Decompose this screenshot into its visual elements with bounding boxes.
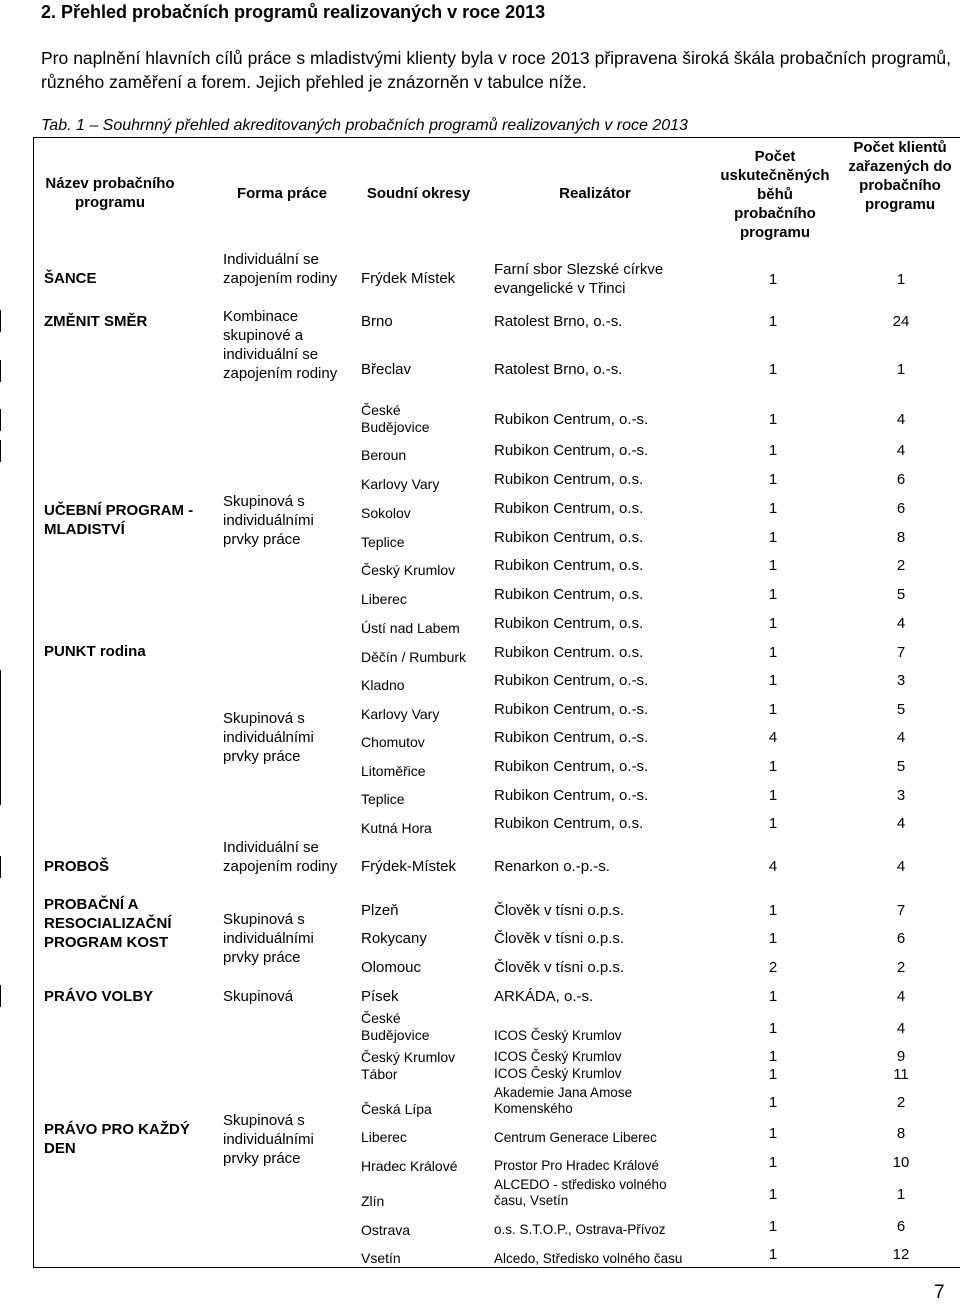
runs-cell: 1 (768, 1125, 778, 1142)
provider-cell: Renarkon o.-p.-s. (494, 858, 610, 875)
provider-cell: Rubikon Centrum, o.s. (494, 500, 644, 517)
provider-cell: Alcedo, Středisko volného času (494, 1251, 683, 1266)
clients-cell: 9 (896, 1048, 906, 1065)
program-name: PROBOŠ (44, 858, 110, 875)
program-name: PROBAČNÍ A RESOCIALIZAČNÍ PROGRAM KOST (44, 896, 172, 951)
clients-cell: 4 (896, 988, 906, 1005)
header-clients: Počet klientů zařazených do probačního programu (848, 139, 952, 213)
program-name: ŠANCE (44, 270, 97, 287)
revision-bar (0, 409, 1, 431)
district-cell: Frýdek Místek (361, 270, 456, 287)
clients-cell: 12 (892, 1246, 910, 1263)
district-cell: Ostrava (361, 1222, 411, 1238)
runs-cell: 1 (768, 313, 778, 330)
provider-cell: Rubikon Centrum. o.s. (494, 644, 644, 661)
clients-cell: 3 (896, 787, 906, 804)
runs-cell: 1 (768, 442, 778, 459)
district-cell: Český Krumlov (361, 562, 456, 578)
runs-cell: 1 (768, 1094, 778, 1111)
header-district: Soudní okresy (366, 185, 471, 202)
header-provider: Realizátor (559, 185, 631, 202)
district-cell: Děčín / Rumburk (361, 649, 467, 665)
runs-cell: 1 (768, 815, 778, 832)
provider-cell: ARKÁDA, o.-s. (494, 988, 594, 1005)
runs-cell: 1 (768, 271, 778, 288)
district-cell: Kutná Hora (361, 820, 432, 836)
revision-bar (0, 360, 1, 382)
district-cell: Sokolov (361, 505, 411, 521)
runs-cell: 1 (768, 1246, 778, 1263)
district-cell: Liberec (361, 1129, 407, 1145)
work-form: Skupinová s individuálními prvky práce (223, 911, 314, 966)
provider-cell: ICOS Český Krumlov (494, 1028, 622, 1043)
provider-cell: Rubikon Centrum, o.-s. (494, 411, 649, 428)
provider-cell: Rubikon Centrum, o.-s. (494, 442, 649, 459)
revision-bar (0, 310, 1, 332)
clients-cell: 6 (896, 471, 906, 488)
clients-cell: 24 (892, 313, 910, 330)
provider-cell: Člověk v tísni o.p.s. (494, 930, 625, 947)
provider-cell: Rubikon Centrum, o.s. (494, 615, 644, 632)
intro-paragraph: Pro naplnění hlavních cílů práce s mladistvými klienty byla v roce 2013 připravena široká škála probačních programů, různého zaměření a forem. Jejich přehled je znázorněn v tabulce níže. (41, 48, 951, 92)
runs-cell: 1 (768, 988, 778, 1005)
clients-cell: 10 (892, 1154, 910, 1171)
runs-cell: 1 (768, 672, 778, 689)
district-cell: Teplice (361, 534, 405, 550)
program-name: UČEBNÍ PROGRAM - MLADISTVÍ (44, 502, 194, 538)
district-cell: Liberec (361, 591, 407, 607)
runs-cell: 1 (768, 1048, 778, 1065)
provider-cell: Rubikon Centrum, o.-s. (494, 787, 649, 804)
provider-cell: Prostor Pro Hradec Králové (494, 1158, 660, 1173)
runs-cell: 1 (768, 644, 778, 661)
provider-cell: Farní sbor Slezské církve evangelické v Třinci (494, 261, 664, 297)
district-cell: Kladno (361, 677, 405, 693)
district-cell: Karlovy Vary (361, 706, 440, 722)
clients-cell: 3 (896, 672, 906, 689)
clients-cell: 6 (896, 1218, 906, 1235)
work-form: Skupinová (223, 988, 294, 1005)
district-cell: Brno (361, 313, 393, 330)
provider-cell: Ratolest Brno, o.-s. (494, 313, 623, 330)
revision-bar (0, 856, 1, 878)
district-cell: Karlovy Vary (361, 476, 440, 492)
revision-bar (0, 670, 1, 805)
clients-cell: 11 (893, 1066, 909, 1083)
district-cell: Vsetín (361, 1250, 401, 1266)
work-form: Individuální se zapojením rodiny (223, 839, 338, 875)
table-caption: Tab. 1 – Souhrnný přehled akreditovaných probačních programů realizovaných v roce 2013 (41, 117, 688, 134)
revision-bar (0, 440, 1, 462)
provider-cell: ICOS Český Krumlov (494, 1049, 622, 1064)
district-cell: České Budějovice (361, 402, 430, 435)
provider-cell: ALCEDO - středisko volného času, Vsetín (494, 1177, 667, 1208)
provider-cell: o.s. S.T.O.P., Ostrava-Přívoz (494, 1222, 666, 1237)
runs-cell: 1 (768, 1066, 778, 1083)
district-cell: Písek (361, 988, 399, 1005)
runs-cell: 1 (768, 1020, 778, 1037)
runs-cell: 1 (768, 500, 778, 517)
runs-cell: 4 (768, 729, 778, 746)
work-form: Individuální se zapojením rodiny (223, 251, 338, 287)
provider-cell: Rubikon Centrum, o.-s. (494, 672, 649, 689)
runs-cell: 1 (768, 1218, 778, 1235)
program-name: ZMĚNIT SMĚR (44, 313, 148, 330)
clients-cell: 4 (896, 615, 906, 632)
provider-cell: Rubikon Centrum, o.-s. (494, 758, 649, 775)
district-cell: Olomouc (361, 959, 422, 976)
revision-bar (0, 985, 1, 1007)
district-cell: Břeclav (361, 361, 412, 378)
clients-cell: 4 (896, 729, 906, 746)
runs-cell: 1 (768, 615, 778, 632)
program-name: PRÁVO PRO KAŽDÝ DEN (44, 1121, 190, 1157)
clients-cell: 5 (896, 586, 906, 603)
provider-cell: Člověk v tísni o.p.s. (494, 959, 625, 976)
provider-cell: Ratolest Brno, o.-s. (494, 361, 623, 378)
runs-cell: 1 (768, 787, 778, 804)
clients-cell: 4 (896, 858, 906, 875)
provider-cell: Akademie Jana Amose Komenského (494, 1085, 633, 1116)
program-name: PUNKT rodina (44, 643, 146, 660)
clients-cell: 4 (896, 442, 906, 459)
runs-cell: 1 (768, 1154, 778, 1171)
clients-cell: 7 (896, 644, 906, 661)
district-cell: Česká Lípa (361, 1101, 432, 1117)
provider-cell: Rubikon Centrum, o.s. (494, 471, 644, 488)
district-cell: Hradec Králové (361, 1158, 458, 1174)
provider-cell: Rubikon Centrum, o.s. (494, 557, 644, 574)
header-program-name: Název probačního programu (45, 175, 175, 211)
runs-cell: 1 (768, 701, 778, 718)
clients-cell: 8 (896, 1125, 906, 1142)
clients-cell: 4 (896, 815, 906, 832)
clients-cell: 6 (896, 930, 906, 947)
clients-cell: 2 (896, 1094, 906, 1111)
clients-cell: 4 (896, 1020, 906, 1037)
district-cell: České Budějovice (361, 1010, 430, 1043)
provider-cell: Rubikon Centrum, o.-s. (494, 701, 649, 718)
district-cell: Litoměřice (361, 763, 426, 779)
runs-cell: 1 (768, 1186, 778, 1203)
runs-cell: 1 (768, 930, 778, 947)
clients-cell: 4 (896, 411, 906, 428)
provider-cell: Rubikon Centrum, o.s. (494, 586, 644, 603)
clients-cell: 5 (896, 758, 906, 775)
runs-cell: 1 (768, 902, 778, 919)
clients-cell: 5 (896, 701, 906, 718)
district-cell: Plzeň (361, 902, 399, 919)
runs-cell: 1 (768, 471, 778, 488)
provider-cell: Člověk v tísni o.p.s. (494, 902, 625, 919)
runs-cell: 1 (768, 586, 778, 603)
clients-cell: 8 (896, 529, 906, 546)
provider-cell: Rubikon Centrum, o.s. (494, 815, 644, 832)
page-number: 7 (934, 1282, 945, 1303)
runs-cell: 4 (768, 858, 778, 875)
district-cell: Rokycany (361, 930, 427, 947)
district-cell: Teplice (361, 791, 405, 807)
runs-cell: 2 (768, 959, 778, 976)
provider-cell: Rubikon Centrum, o.-s. (494, 729, 649, 746)
provider-cell: Centrum Generace Liberec (494, 1130, 657, 1145)
clients-cell: 1 (896, 1186, 906, 1203)
district-cell: Frýdek-Místek (361, 858, 457, 875)
district-cell: Zlín (361, 1193, 385, 1209)
work-form: Skupinová s individuálními prvky práce (223, 710, 314, 765)
provider-cell: ICOS Český Krumlov (494, 1066, 622, 1081)
runs-cell: 1 (768, 529, 778, 546)
clients-cell: 1 (896, 361, 906, 378)
district-cell: Chomutov (361, 734, 425, 750)
runs-cell: 1 (768, 411, 778, 428)
clients-cell: 6 (896, 500, 906, 517)
work-form: Kombinace skupinové a individuální se zapojením rodiny (223, 308, 338, 382)
runs-cell: 1 (768, 361, 778, 378)
district-cell: Ústí nad Labem (361, 620, 460, 636)
header-form: Forma práce (236, 185, 328, 202)
provider-cell: Rubikon Centrum, o.s. (494, 529, 644, 546)
clients-cell: 2 (896, 959, 906, 976)
work-form: Skupinová s individuálními prvky práce (223, 493, 314, 548)
header-runs: Počet uskutečněných běhů probačního programu (720, 148, 830, 241)
runs-cell: 1 (768, 557, 778, 574)
clients-cell: 2 (896, 557, 906, 574)
district-cell: Český Krumlov (361, 1049, 456, 1065)
clients-cell: 7 (896, 902, 906, 919)
clients-cell: 1 (896, 271, 906, 288)
runs-cell: 1 (768, 758, 778, 775)
district-cell: Beroun (361, 447, 407, 463)
section-heading: 2. Přehled probačních programů realizovaných v roce 2013 (41, 2, 546, 22)
program-name: PRÁVO VOLBY (44, 988, 154, 1005)
district-cell: Tábor (361, 1066, 398, 1082)
work-form: Skupinová s individuálními prvky práce (223, 1112, 314, 1167)
